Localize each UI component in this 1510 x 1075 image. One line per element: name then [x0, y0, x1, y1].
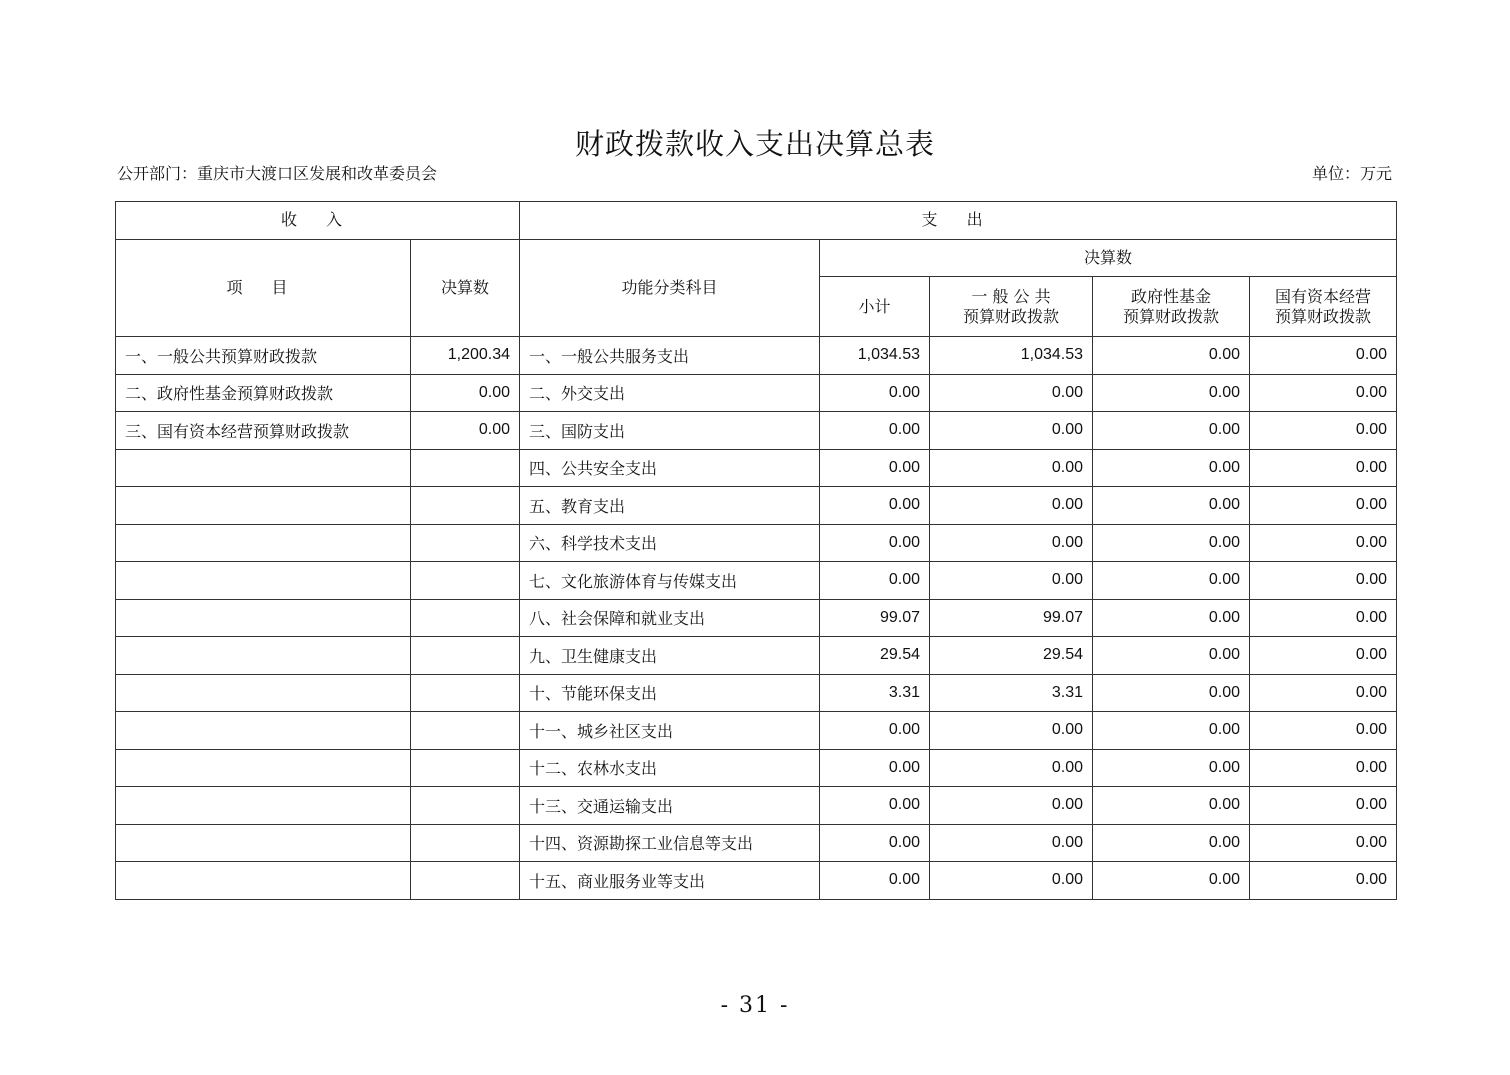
- income-amount-cell: 1,200.34: [411, 337, 520, 375]
- general-public-cell: 0.00: [930, 449, 1093, 487]
- table-row: [116, 824, 1397, 862]
- state-capital-cell: 0.00: [1250, 524, 1397, 562]
- income-amount-cell: [411, 824, 520, 862]
- table-row: [116, 749, 1397, 787]
- income-item-cell: [116, 599, 411, 637]
- general-public-cell: 0.00: [930, 524, 1093, 562]
- table-row: [116, 787, 1397, 825]
- table-row: [116, 337, 1397, 375]
- state-capital-cell: 0.00: [1250, 749, 1397, 787]
- state-capital-cell: 0.00: [1250, 599, 1397, 637]
- subtotal-cell: 0.00: [820, 412, 930, 450]
- gov-fund-cell: 0.00: [1093, 824, 1250, 862]
- state-capital-cell: 0.00: [1250, 412, 1397, 450]
- state-capital-header-text: 国有资本经营 预算财政拨款: [1275, 286, 1372, 326]
- table-row: [116, 712, 1397, 750]
- subtotal-cell: 0.00: [820, 374, 930, 412]
- income-amount-cell: [411, 637, 520, 675]
- state-capital-header: [1250, 277, 1397, 337]
- gov-fund-cell: 0.00: [1093, 337, 1250, 375]
- income-item-cell: [116, 749, 411, 787]
- gov-fund-cell: 0.00: [1093, 524, 1250, 562]
- income-amount-cell: [411, 449, 520, 487]
- item-header: 项 目: [116, 239, 411, 337]
- subtotal-header: 小计: [820, 277, 930, 337]
- function-category-cell: 五、教育支出: [520, 487, 820, 525]
- income-item-cell: [116, 787, 411, 825]
- income-item-cell: [116, 449, 411, 487]
- state-capital-cell: 0.00: [1250, 337, 1397, 375]
- income-item-cell: [116, 712, 411, 750]
- general-public-cell: 0.00: [930, 562, 1093, 600]
- income-item-cell: [116, 824, 411, 862]
- income-item-cell: 二、政府性基金预算财政拨款: [116, 374, 411, 412]
- gov-fund-cell: 0.00: [1093, 599, 1250, 637]
- gov-fund-cell: 0.00: [1093, 862, 1250, 900]
- final-amount-group-header: 决算数: [820, 239, 1397, 277]
- subtotal-cell: 0.00: [820, 562, 930, 600]
- unit-label: 单位：万元: [1311, 164, 1392, 183]
- income-item-cell: [116, 562, 411, 600]
- table-row: [116, 412, 1397, 450]
- state-capital-cell: 0.00: [1250, 374, 1397, 412]
- state-capital-cell: 0.00: [1250, 487, 1397, 525]
- general-public-cell: 0.00: [930, 787, 1093, 825]
- gov-fund-cell: 0.00: [1093, 449, 1250, 487]
- subtotal-cell: 0.00: [820, 749, 930, 787]
- gov-fund-cell: 0.00: [1093, 374, 1250, 412]
- gov-fund-cell: 0.00: [1093, 712, 1250, 750]
- gov-fund-cell: 0.00: [1093, 487, 1250, 525]
- subtotal-cell: 3.31: [820, 674, 930, 712]
- table-row: [116, 449, 1397, 487]
- income-amount-cell: [411, 712, 520, 750]
- income-item-cell: [116, 674, 411, 712]
- gov-fund-header: [1093, 277, 1250, 337]
- function-category-cell: 十四、资源勘探工业信息等支出: [520, 824, 820, 862]
- income-amount-cell: 0.00: [411, 374, 520, 412]
- function-category-cell: 十、节能环保支出: [520, 674, 820, 712]
- income-item-cell: 一、一般公共预算财政拨款: [116, 337, 411, 375]
- gov-fund-cell: 0.00: [1093, 562, 1250, 600]
- table-body: [116, 337, 1397, 900]
- department-label: 公开部门：重庆市大渡口区发展和改革委员会: [117, 164, 438, 183]
- table-row: [116, 524, 1397, 562]
- general-public-cell: 0.00: [930, 374, 1093, 412]
- income-amount-cell: [411, 524, 520, 562]
- state-capital-cell: 0.00: [1250, 787, 1397, 825]
- subtotal-cell: 0.00: [820, 862, 930, 900]
- general-public-cell: 99.07: [930, 599, 1093, 637]
- subtotal-cell: 29.54: [820, 637, 930, 675]
- income-item-cell: [116, 487, 411, 525]
- general-public-cell: 0.00: [930, 749, 1093, 787]
- general-public-header: [930, 277, 1093, 337]
- function-category-cell: 十五、商业服务业等支出: [520, 862, 820, 900]
- gov-fund-cell: 0.00: [1093, 749, 1250, 787]
- gov-fund-cell: 0.00: [1093, 637, 1250, 675]
- general-public-header-text: 一 般 公 共 预算财政拨款: [962, 286, 1059, 326]
- function-category-cell: 一、一般公共服务支出: [520, 337, 820, 375]
- income-amount-cell: 0.00: [411, 412, 520, 450]
- gov-fund-header-text: 政府性基金 预算财政拨款: [1122, 286, 1219, 326]
- expense-header: 支 出: [520, 202, 1397, 240]
- general-public-cell: 0.00: [930, 862, 1093, 900]
- function-category-cell: 二、外交支出: [520, 374, 820, 412]
- state-capital-cell: 0.00: [1250, 449, 1397, 487]
- state-capital-cell: 0.00: [1250, 674, 1397, 712]
- income-header: 收 入: [116, 202, 520, 240]
- function-category-cell: 六、科学技术支出: [520, 524, 820, 562]
- page-title: 财政拨款收入支出决算总表: [574, 127, 935, 161]
- subtotal-cell: 0.00: [820, 712, 930, 750]
- table-row: [116, 862, 1397, 900]
- income-item-cell: 三、国有资本经营预算财政拨款: [116, 412, 411, 450]
- state-capital-cell: 0.00: [1250, 824, 1397, 862]
- income-amount-cell: [411, 674, 520, 712]
- function-category-cell: 四、公共安全支出: [520, 449, 820, 487]
- function-category-cell: 九、卫生健康支出: [520, 637, 820, 675]
- income-amount-cell: [411, 787, 520, 825]
- table-row: [116, 599, 1397, 637]
- function-category-cell: 十一、城乡社区支出: [520, 712, 820, 750]
- table-row: [116, 374, 1397, 412]
- income-amount-cell: [411, 487, 520, 525]
- gov-fund-cell: 0.00: [1093, 674, 1250, 712]
- table-row: [116, 674, 1397, 712]
- table-header: [116, 202, 1397, 337]
- final-amount-header: 决算数: [411, 239, 520, 337]
- subtotal-cell: 0.00: [820, 487, 930, 525]
- function-category-header: 功能分类科目: [520, 239, 820, 337]
- gov-fund-cell: 0.00: [1093, 412, 1250, 450]
- page-number: - 31 -: [720, 993, 790, 1018]
- table-row: [116, 487, 1397, 525]
- income-amount-cell: [411, 862, 520, 900]
- budget-table: [115, 201, 1397, 900]
- general-public-cell: 0.00: [930, 412, 1093, 450]
- general-public-cell: 0.00: [930, 824, 1093, 862]
- subtotal-cell: 0.00: [820, 524, 930, 562]
- state-capital-cell: 0.00: [1250, 562, 1397, 600]
- function-category-cell: 十三、交通运输支出: [520, 787, 820, 825]
- income-amount-cell: [411, 599, 520, 637]
- subtotal-cell: 99.07: [820, 599, 930, 637]
- general-public-cell: 29.54: [930, 637, 1093, 675]
- table-row: [116, 637, 1397, 675]
- general-public-cell: 0.00: [930, 712, 1093, 750]
- general-public-cell: 1,034.53: [930, 337, 1093, 375]
- table-row: [116, 562, 1397, 600]
- subtotal-cell: 1,034.53: [820, 337, 930, 375]
- income-item-cell: [116, 862, 411, 900]
- gov-fund-cell: 0.00: [1093, 787, 1250, 825]
- general-public-cell: 3.31: [930, 674, 1093, 712]
- function-category-cell: 十二、农林水支出: [520, 749, 820, 787]
- subtotal-cell: 0.00: [820, 787, 930, 825]
- function-category-cell: 三、国防支出: [520, 412, 820, 450]
- subtotal-cell: 0.00: [820, 449, 930, 487]
- income-item-cell: [116, 637, 411, 675]
- state-capital-cell: 0.00: [1250, 637, 1397, 675]
- income-amount-cell: [411, 562, 520, 600]
- state-capital-cell: 0.00: [1250, 712, 1397, 750]
- income-item-cell: [116, 524, 411, 562]
- state-capital-cell: 0.00: [1250, 862, 1397, 900]
- subtotal-cell: 0.00: [820, 824, 930, 862]
- income-amount-cell: [411, 749, 520, 787]
- function-category-cell: 七、文化旅游体育与传媒支出: [520, 562, 820, 600]
- general-public-cell: 0.00: [930, 487, 1093, 525]
- function-category-cell: 八、社会保障和就业支出: [520, 599, 820, 637]
